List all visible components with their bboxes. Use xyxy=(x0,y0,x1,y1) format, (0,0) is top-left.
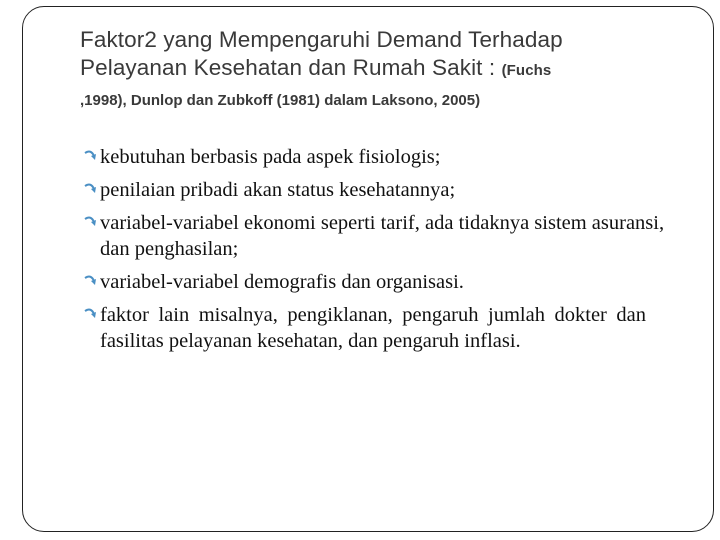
bullet-text: penilaian pribadi akan status kesehatannya; xyxy=(100,179,456,201)
curved-arrow-bullet-icon xyxy=(82,178,98,202)
curved-arrow-bullet-icon xyxy=(82,211,98,235)
bullet-text: variabel-variabel ekonomi seperti tarif, ada tidaknya sistem asuransi, dan penghasilan; xyxy=(100,212,665,260)
curved-arrow-bullet-icon xyxy=(82,303,98,327)
list-item xyxy=(80,177,680,203)
bullet-list xyxy=(80,144,680,361)
bullet-text: faktor lain misalnya, pengiklanan, pengaruh jumlah dokter dan fasilitas pelayanan kesehatan, dan pengaruh inflasi. xyxy=(100,304,646,352)
list-item xyxy=(80,144,680,170)
list-item xyxy=(80,302,680,354)
curved-arrow-bullet-icon xyxy=(82,145,98,169)
slide-title xyxy=(80,26,680,111)
title-line-2 xyxy=(80,54,680,85)
bullet-text: variabel-variabel demografis dan organisasi. xyxy=(100,271,464,293)
title-line-1: Faktor2 yang Mempengaruhi Demand Terhadap xyxy=(80,27,563,52)
bullet-text: kebutuhan berbasis pada aspek fisiologis; xyxy=(100,146,441,168)
title-citation-start: (Fuchs xyxy=(501,62,552,79)
title-citation: ,1998), Dunlop dan Zubkoff (1981) dalam Laksono, 2005) xyxy=(80,92,481,109)
list-item xyxy=(80,210,680,262)
list-item xyxy=(80,269,680,295)
curved-arrow-bullet-icon xyxy=(82,270,98,294)
title-line-2-main: Pelayanan Kesehatan dan Rumah Sakit : xyxy=(80,55,502,80)
